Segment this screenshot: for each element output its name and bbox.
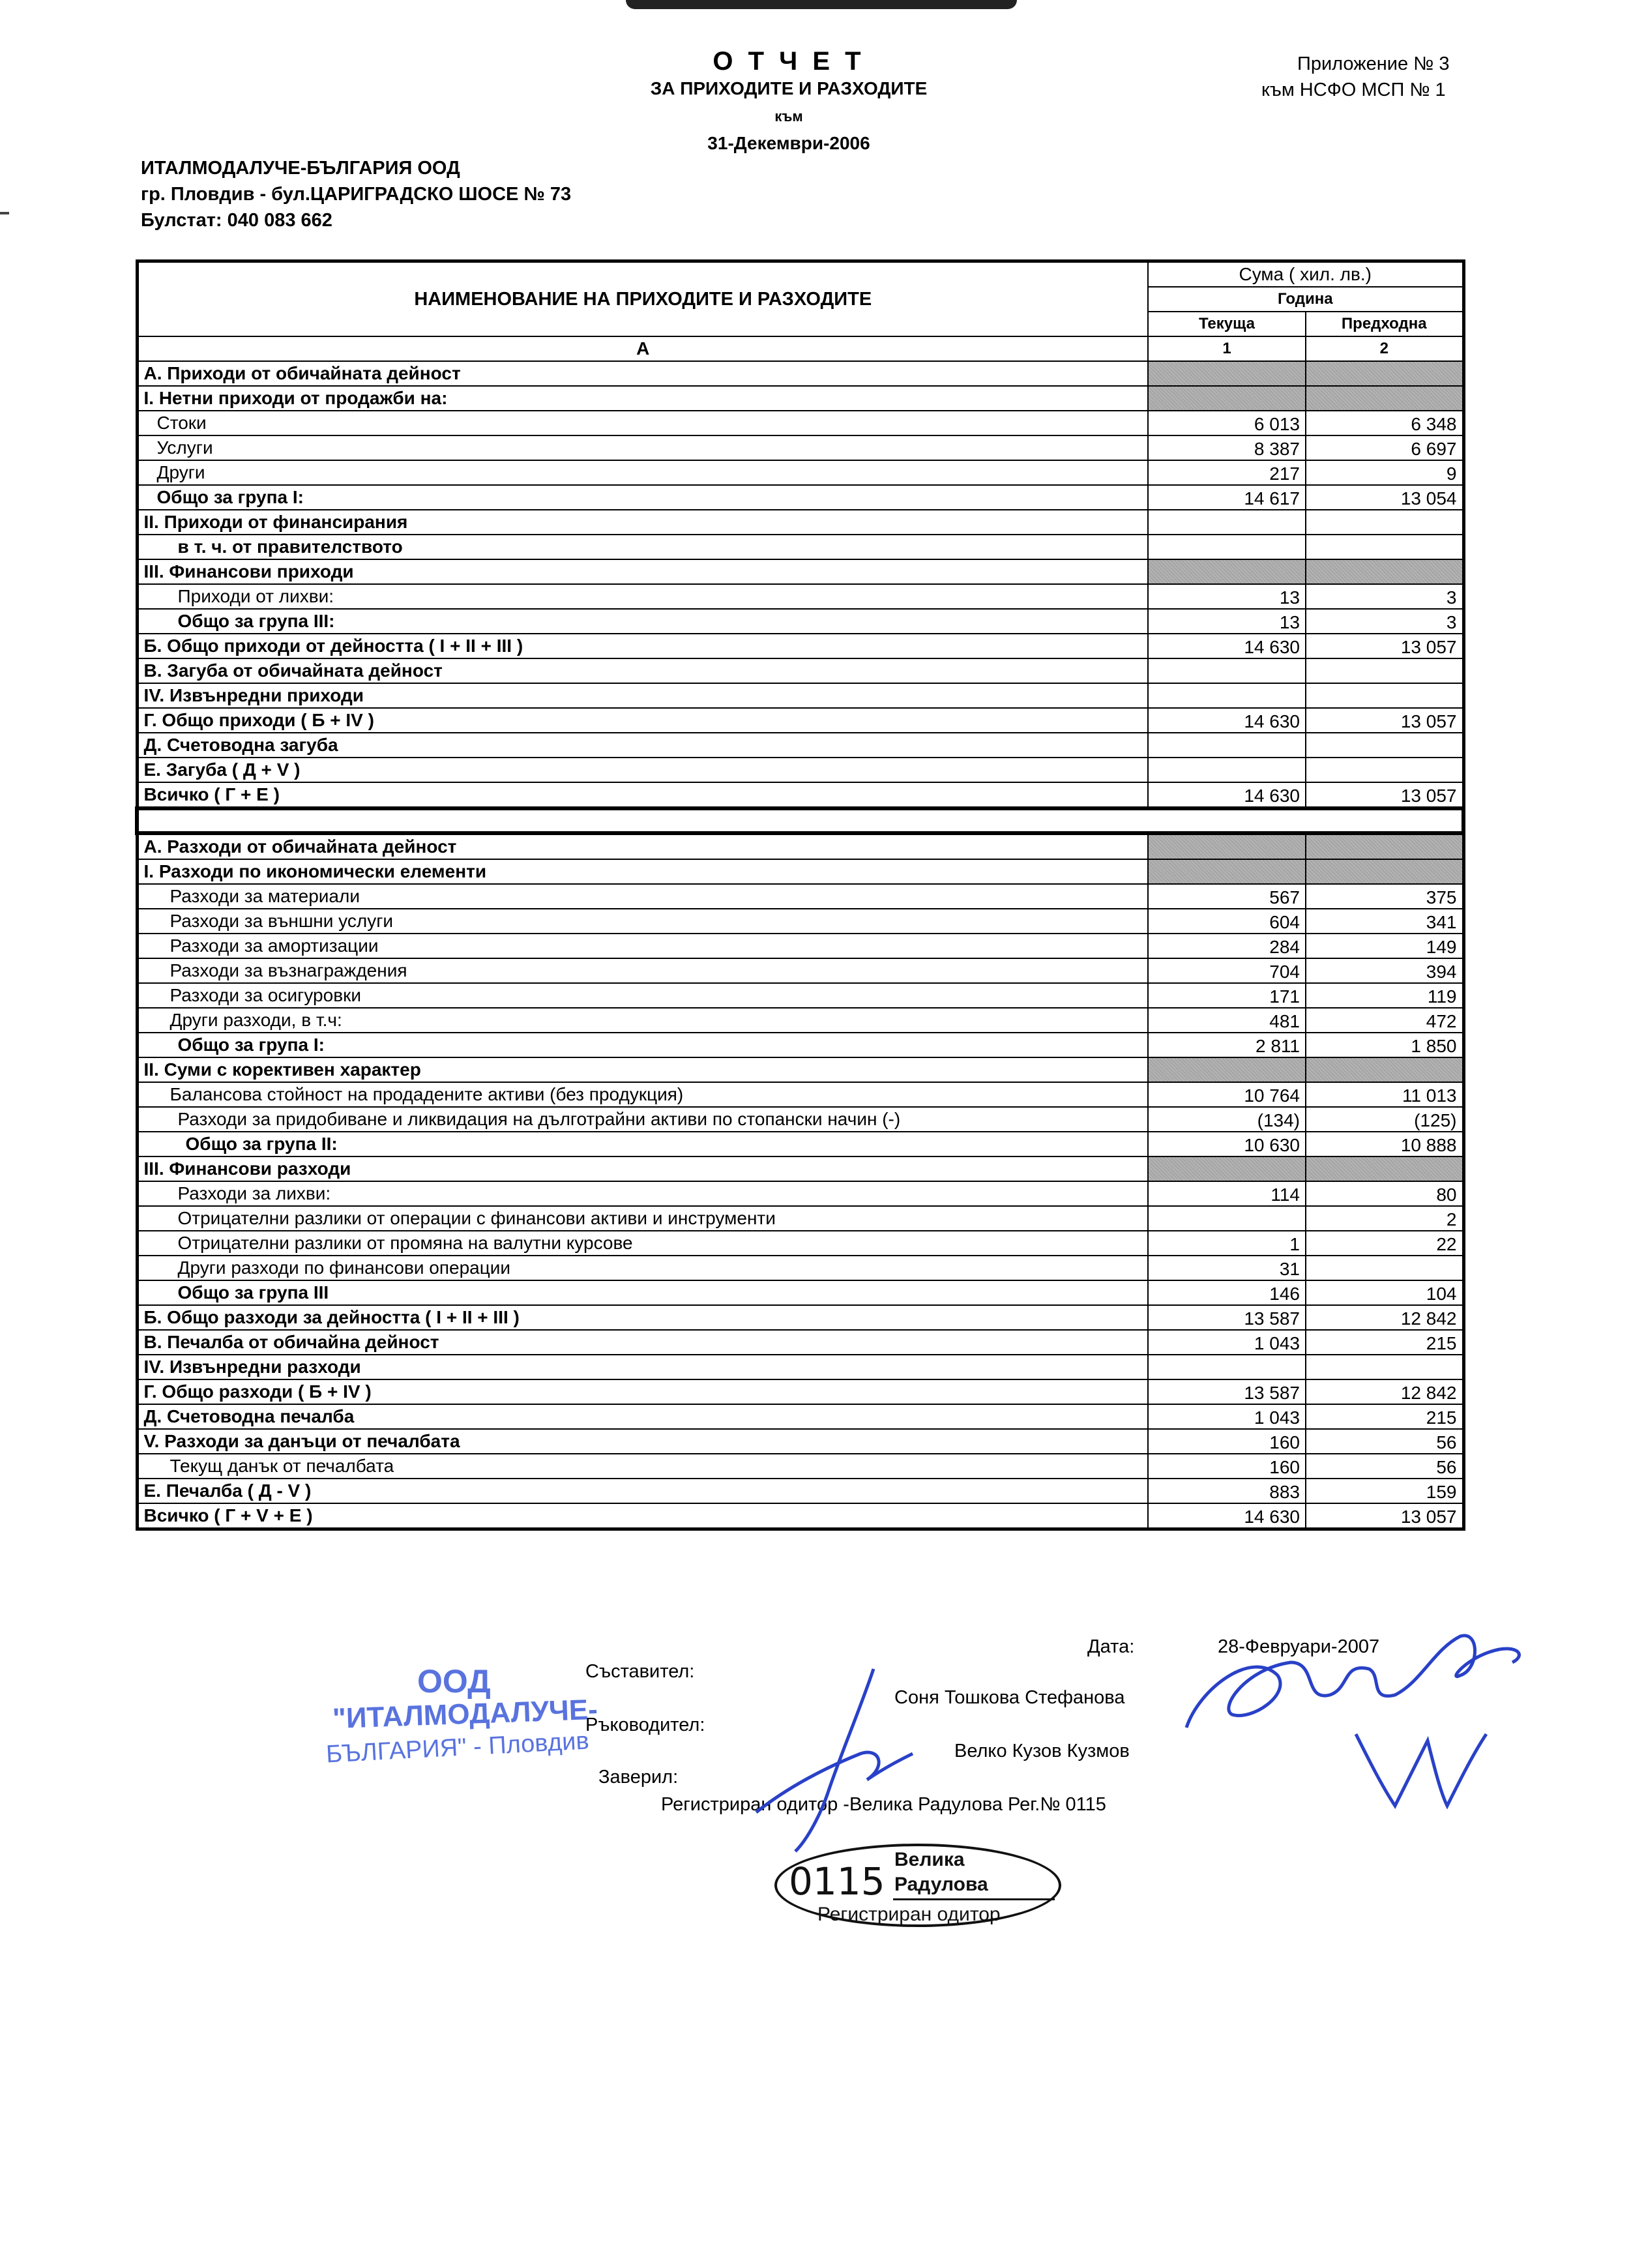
separator-cell [137, 808, 1463, 833]
row-label: Разходи за външни услуги [137, 909, 1148, 934]
table-row [137, 1256, 1463, 1280]
previous-year-value [1306, 658, 1463, 683]
company-stamp-line-1: ООД [417, 1663, 491, 1700]
current-year-value [1148, 559, 1306, 584]
current-year-value: 14 630 [1148, 708, 1306, 733]
previous-year-value [1306, 1256, 1463, 1280]
previous-year-value: 159 [1306, 1479, 1463, 1503]
row-label: Отрицателни разлики от операции с финансови активи и инструменти [137, 1206, 1148, 1231]
table-row [137, 1156, 1463, 1181]
row-label: В. Печалба от обичайна дейност [137, 1330, 1148, 1355]
previous-year-value [1306, 833, 1463, 859]
current-year-value [1148, 859, 1306, 884]
table-row [137, 733, 1463, 758]
previous-year-value: 119 [1306, 983, 1463, 1008]
row-label: Услуги [137, 435, 1148, 460]
current-year-value [1148, 1206, 1306, 1231]
previous-year-value [1306, 758, 1463, 782]
previous-year-value [1306, 683, 1463, 708]
previous-year-value: 13 057 [1306, 634, 1463, 658]
compiler-name: Соня Тошкова Стефанова [894, 1687, 1125, 1708]
current-year-value: 31 [1148, 1256, 1306, 1280]
current-year-value [1148, 658, 1306, 683]
row-label: І. Нетни приходи от продажби на: [137, 386, 1148, 411]
row-label: Други [137, 460, 1148, 485]
previous-year-value: 104 [1306, 1280, 1463, 1305]
row-label: Приходи от лихви: [137, 584, 1148, 609]
table-row [137, 1503, 1463, 1529]
row-label: А. Разходи от обичайната дейност [137, 833, 1148, 859]
table-row [137, 584, 1463, 609]
table-row [137, 884, 1463, 909]
current-year-value: 10 764 [1148, 1082, 1306, 1107]
previous-year-value: 149 [1306, 934, 1463, 958]
previous-year-value [1306, 361, 1463, 386]
scan-top-shadow [626, 0, 1017, 9]
scan-margin-mark [0, 212, 9, 214]
row-label: Разходи за лихви: [137, 1181, 1148, 1206]
table-row [137, 1479, 1463, 1503]
previous-year-value [1306, 559, 1463, 584]
current-year-value: 160 [1148, 1429, 1306, 1454]
previous-year-value: 472 [1306, 1008, 1463, 1033]
row-label: Всичко ( Г + V + Е ) [137, 1503, 1148, 1529]
table-row [137, 535, 1463, 559]
previous-year-value: 3 [1306, 609, 1463, 634]
table-row [137, 1379, 1463, 1404]
table-row [137, 1454, 1463, 1479]
previous-year-value: 56 [1306, 1429, 1463, 1454]
previous-year-value [1306, 535, 1463, 559]
auditor-line: Регистриран одитор -Велика Радулова Рег.№ 0115 [661, 1794, 1106, 1815]
year-header: Година [1148, 287, 1463, 312]
row-label: ІІ. Приходи от финансирания [137, 510, 1148, 535]
previous-year-value: 9 [1306, 460, 1463, 485]
row-label: Общо за група ІІІ [137, 1280, 1148, 1305]
table-row [137, 1033, 1463, 1057]
table-row [137, 958, 1463, 983]
previous-year-value: 13 057 [1306, 1503, 1463, 1529]
manager-name: Велко Кузов Кузмов [954, 1741, 1130, 1761]
row-label: Текущ данък от печалбата [137, 1454, 1148, 1479]
previous-year-value [1306, 510, 1463, 535]
date-label: Дата: [1087, 1636, 1135, 1657]
table-row [137, 411, 1463, 435]
previous-year-value: 2 [1306, 1206, 1463, 1231]
row-label: Други разходи по финансови операции [137, 1256, 1148, 1280]
previous-year-value: 11 013 [1306, 1082, 1463, 1107]
current-year-value: 13 587 [1148, 1379, 1306, 1404]
table-row [137, 386, 1463, 411]
current-year-value: 8 387 [1148, 435, 1306, 460]
row-label: В. Загуба от обичайната дейност [137, 658, 1148, 683]
current-year-value [1148, 361, 1306, 386]
company-name: ИТАЛМОДАЛУЧЕ-БЪЛГАРИЯ ООД [141, 158, 460, 179]
table-row [137, 683, 1463, 708]
table-row [137, 1082, 1463, 1107]
current-year-value: 6 013 [1148, 411, 1306, 435]
appendix-line-2: към НСФО МСП № 1 [1261, 80, 1446, 100]
table-row [137, 833, 1463, 859]
previous-year-value [1306, 1156, 1463, 1181]
current-year-header: Текуща [1148, 312, 1306, 336]
row-label: ІV. Извънредни приходи [137, 683, 1148, 708]
current-year-value [1148, 833, 1306, 859]
previous-year-value: 6 348 [1306, 411, 1463, 435]
table-row [137, 1231, 1463, 1256]
previous-year-value: 12 842 [1306, 1305, 1463, 1330]
row-label: ІІ. Суми с корективен характер [137, 1057, 1148, 1082]
row-label: Г. Общо приходи ( Б + ІV ) [137, 708, 1148, 733]
table-row [137, 435, 1463, 460]
row-label: ІІІ. Финансови разходи [137, 1156, 1148, 1181]
current-year-value [1148, 1057, 1306, 1082]
current-year-value: 704 [1148, 958, 1306, 983]
previous-year-value [1306, 1057, 1463, 1082]
row-label: Отрицателни разлики от промяна на валутни курсове [137, 1231, 1148, 1256]
current-year-value: 13 [1148, 584, 1306, 609]
previous-year-value: 12 842 [1306, 1379, 1463, 1404]
table-row [137, 934, 1463, 958]
current-year-value [1148, 758, 1306, 782]
current-year-value [1148, 386, 1306, 411]
auditor-stamp-divider [893, 1898, 1055, 1900]
table-row [137, 1280, 1463, 1305]
table-row [137, 758, 1463, 782]
row-label: Общо за група І: [137, 485, 1148, 510]
company-bulstat: Булстат: 040 083 662 [141, 210, 332, 231]
current-year-value [1148, 1355, 1306, 1379]
column-2-label: 2 [1306, 336, 1463, 361]
company-stamp-line-2: "ИТАЛМОДАЛУЧЕ- [332, 1693, 598, 1735]
row-label: V. Разходи за данъци от печалбата [137, 1429, 1148, 1454]
previous-year-value: 375 [1306, 884, 1463, 909]
sum-header: Сума ( хил. лв.) [1148, 261, 1463, 287]
current-year-value: 1 [1148, 1231, 1306, 1256]
current-year-value: 114 [1148, 1181, 1306, 1206]
manager-signature [730, 1656, 926, 1864]
row-label: Д. Счетоводна загуба [137, 733, 1148, 758]
row-label: Общо за група І: [137, 1033, 1148, 1057]
table-row [137, 1404, 1463, 1429]
table-row [137, 1008, 1463, 1033]
table-row [137, 1057, 1463, 1082]
previous-year-value [1306, 733, 1463, 758]
previous-year-value: 394 [1306, 958, 1463, 983]
table-row [137, 859, 1463, 884]
table-row [137, 559, 1463, 584]
table-row [137, 1132, 1463, 1156]
row-label: Общо за група ІІІ: [137, 609, 1148, 634]
current-year-value: 14 630 [1148, 1503, 1306, 1529]
previous-year-value: 341 [1306, 909, 1463, 934]
table-row [137, 1181, 1463, 1206]
previous-year-value [1306, 386, 1463, 411]
previous-year-value: 13 057 [1306, 782, 1463, 808]
previous-year-value: 215 [1306, 1330, 1463, 1355]
current-year-value: 604 [1148, 909, 1306, 934]
current-year-value [1148, 683, 1306, 708]
row-label: Д. Счетоводна печалба [137, 1404, 1148, 1429]
row-label: Е. Печалба ( Д - V ) [137, 1479, 1148, 1503]
current-year-value [1148, 1156, 1306, 1181]
row-label: Б. Общо приходи от дейността ( І + ІІ + ІІІ ) [137, 634, 1148, 658]
row-label: Балансова стойност на продадените активи (без продукция) [137, 1082, 1148, 1107]
table-row [137, 485, 1463, 510]
row-label: Разходи за амортизации [137, 934, 1148, 958]
current-year-value [1148, 733, 1306, 758]
certified-label: Заверил: [598, 1767, 679, 1788]
current-year-value: 13 [1148, 609, 1306, 634]
previous-year-value: 3 [1306, 584, 1463, 609]
row-label: Всичко ( Г + Е ) [137, 782, 1148, 808]
current-year-value: 217 [1148, 460, 1306, 485]
column-a-label: А [137, 336, 1148, 361]
auditor-stamp-first-name: Велика [894, 1849, 965, 1870]
row-label: ІІІ. Финансови приходи [137, 559, 1148, 584]
row-label: Разходи за материали [137, 884, 1148, 909]
column-name-header: НАИМЕНОВАНИЕ НА ПРИХОДИТЕ И РАЗХОДИТЕ [137, 261, 1148, 337]
table-row [137, 1305, 1463, 1330]
current-year-value: 1 043 [1148, 1330, 1306, 1355]
row-label: ІV. Извънредни разходи [137, 1355, 1148, 1379]
previous-year-value: 10 888 [1306, 1132, 1463, 1156]
previous-year-value: 215 [1306, 1404, 1463, 1429]
row-label: Б. Общо разходи за дейността ( І + ІІ + ІІІ ) [137, 1305, 1148, 1330]
current-year-value: 567 [1148, 884, 1306, 909]
row-label: Общо за група ІІ: [137, 1132, 1148, 1156]
previous-year-value: 22 [1306, 1231, 1463, 1256]
compiler-label: Съставител: [585, 1661, 695, 1682]
table-row [137, 1107, 1463, 1132]
previous-year-value: 13 057 [1306, 708, 1463, 733]
current-year-value: (134) [1148, 1107, 1306, 1132]
previous-year-value: 1 850 [1306, 1033, 1463, 1057]
table-row [137, 782, 1463, 808]
row-label: Г. Общо разходи ( Б + ІV ) [137, 1379, 1148, 1404]
table-row [137, 658, 1463, 683]
row-label: в т. ч. от правителството [137, 535, 1148, 559]
current-year-value [1148, 535, 1306, 559]
income-expense-table [135, 259, 1465, 1531]
table-row [137, 460, 1463, 485]
current-year-value: 160 [1148, 1454, 1306, 1479]
previous-year-value [1306, 1355, 1463, 1379]
table-row [137, 983, 1463, 1008]
row-label: Разходи за придобиване и ликвидация на дълготрайни активи по стопански начин (-) [137, 1107, 1148, 1132]
previous-year-value [1306, 859, 1463, 884]
report-title: О Т Ч Е Т [713, 47, 865, 76]
table-row [137, 1429, 1463, 1454]
report-to: към [774, 108, 803, 125]
report-subtitle: ЗА ПРИХОДИТЕ И РАЗХОДИТЕ [650, 78, 928, 98]
section-separator [137, 808, 1463, 833]
table-row [137, 361, 1463, 386]
current-year-value: 14 630 [1148, 782, 1306, 808]
column-1-label: 1 [1148, 336, 1306, 361]
current-year-value: 14 617 [1148, 485, 1306, 510]
auditor-stamp-number: 0115 [789, 1859, 885, 1904]
company-address: гр. Пловдив - бул.ЦАРИГРАДСКО ШОСЕ № 73 [141, 184, 572, 205]
current-year-value: 146 [1148, 1280, 1306, 1305]
row-label: Разходи за осигуровки [137, 983, 1148, 1008]
manager-label: Ръководител: [585, 1715, 705, 1735]
row-label: Стоки [137, 411, 1148, 435]
table-row [137, 1330, 1463, 1355]
row-label: Други разходи, в т.ч: [137, 1008, 1148, 1033]
table-row [137, 510, 1463, 535]
row-label: А. Приходи от обичайната дейност [137, 361, 1148, 386]
table-row [137, 1206, 1463, 1231]
auditor-stamp-last-name: Радулова [894, 1874, 988, 1895]
current-year-value: 171 [1148, 983, 1306, 1008]
previous-year-value: 6 697 [1306, 435, 1463, 460]
previous-year-value: (125) [1306, 1107, 1463, 1132]
table-row [137, 609, 1463, 634]
appendix-line-1: Приложение № 3 [1297, 53, 1450, 74]
previous-year-value: 13 054 [1306, 485, 1463, 510]
row-label: І. Разходи по икономически елементи [137, 859, 1148, 884]
previous-year-header: Предходна [1306, 312, 1463, 336]
previous-year-value: 80 [1306, 1181, 1463, 1206]
table-row [137, 708, 1463, 733]
table-row [137, 634, 1463, 658]
report-date: 31-Декември-2006 [707, 133, 870, 153]
current-year-value: 1 043 [1148, 1404, 1306, 1429]
auditor-stamp-caption: Регистриран одитор [817, 1904, 1001, 1925]
current-year-value: 13 587 [1148, 1305, 1306, 1330]
row-label: Разходи за възнаграждения [137, 958, 1148, 983]
current-year-value [1148, 510, 1306, 535]
table-row [137, 1355, 1463, 1379]
table-row [137, 909, 1463, 934]
current-year-value: 883 [1148, 1479, 1306, 1503]
previous-year-value: 56 [1306, 1454, 1463, 1479]
current-year-value: 14 630 [1148, 634, 1306, 658]
date-value: 28-Февруари-2007 [1218, 1636, 1380, 1657]
row-label: Е. Загуба ( Д + V ) [137, 758, 1148, 782]
current-year-value: 284 [1148, 934, 1306, 958]
current-year-value: 2 811 [1148, 1033, 1306, 1057]
current-year-value: 10 630 [1148, 1132, 1306, 1156]
director-signature [1173, 1610, 1538, 1819]
current-year-value: 481 [1148, 1008, 1306, 1033]
company-stamp-line-3: БЪЛГАРИЯ" - Пловдив [325, 1727, 590, 1769]
